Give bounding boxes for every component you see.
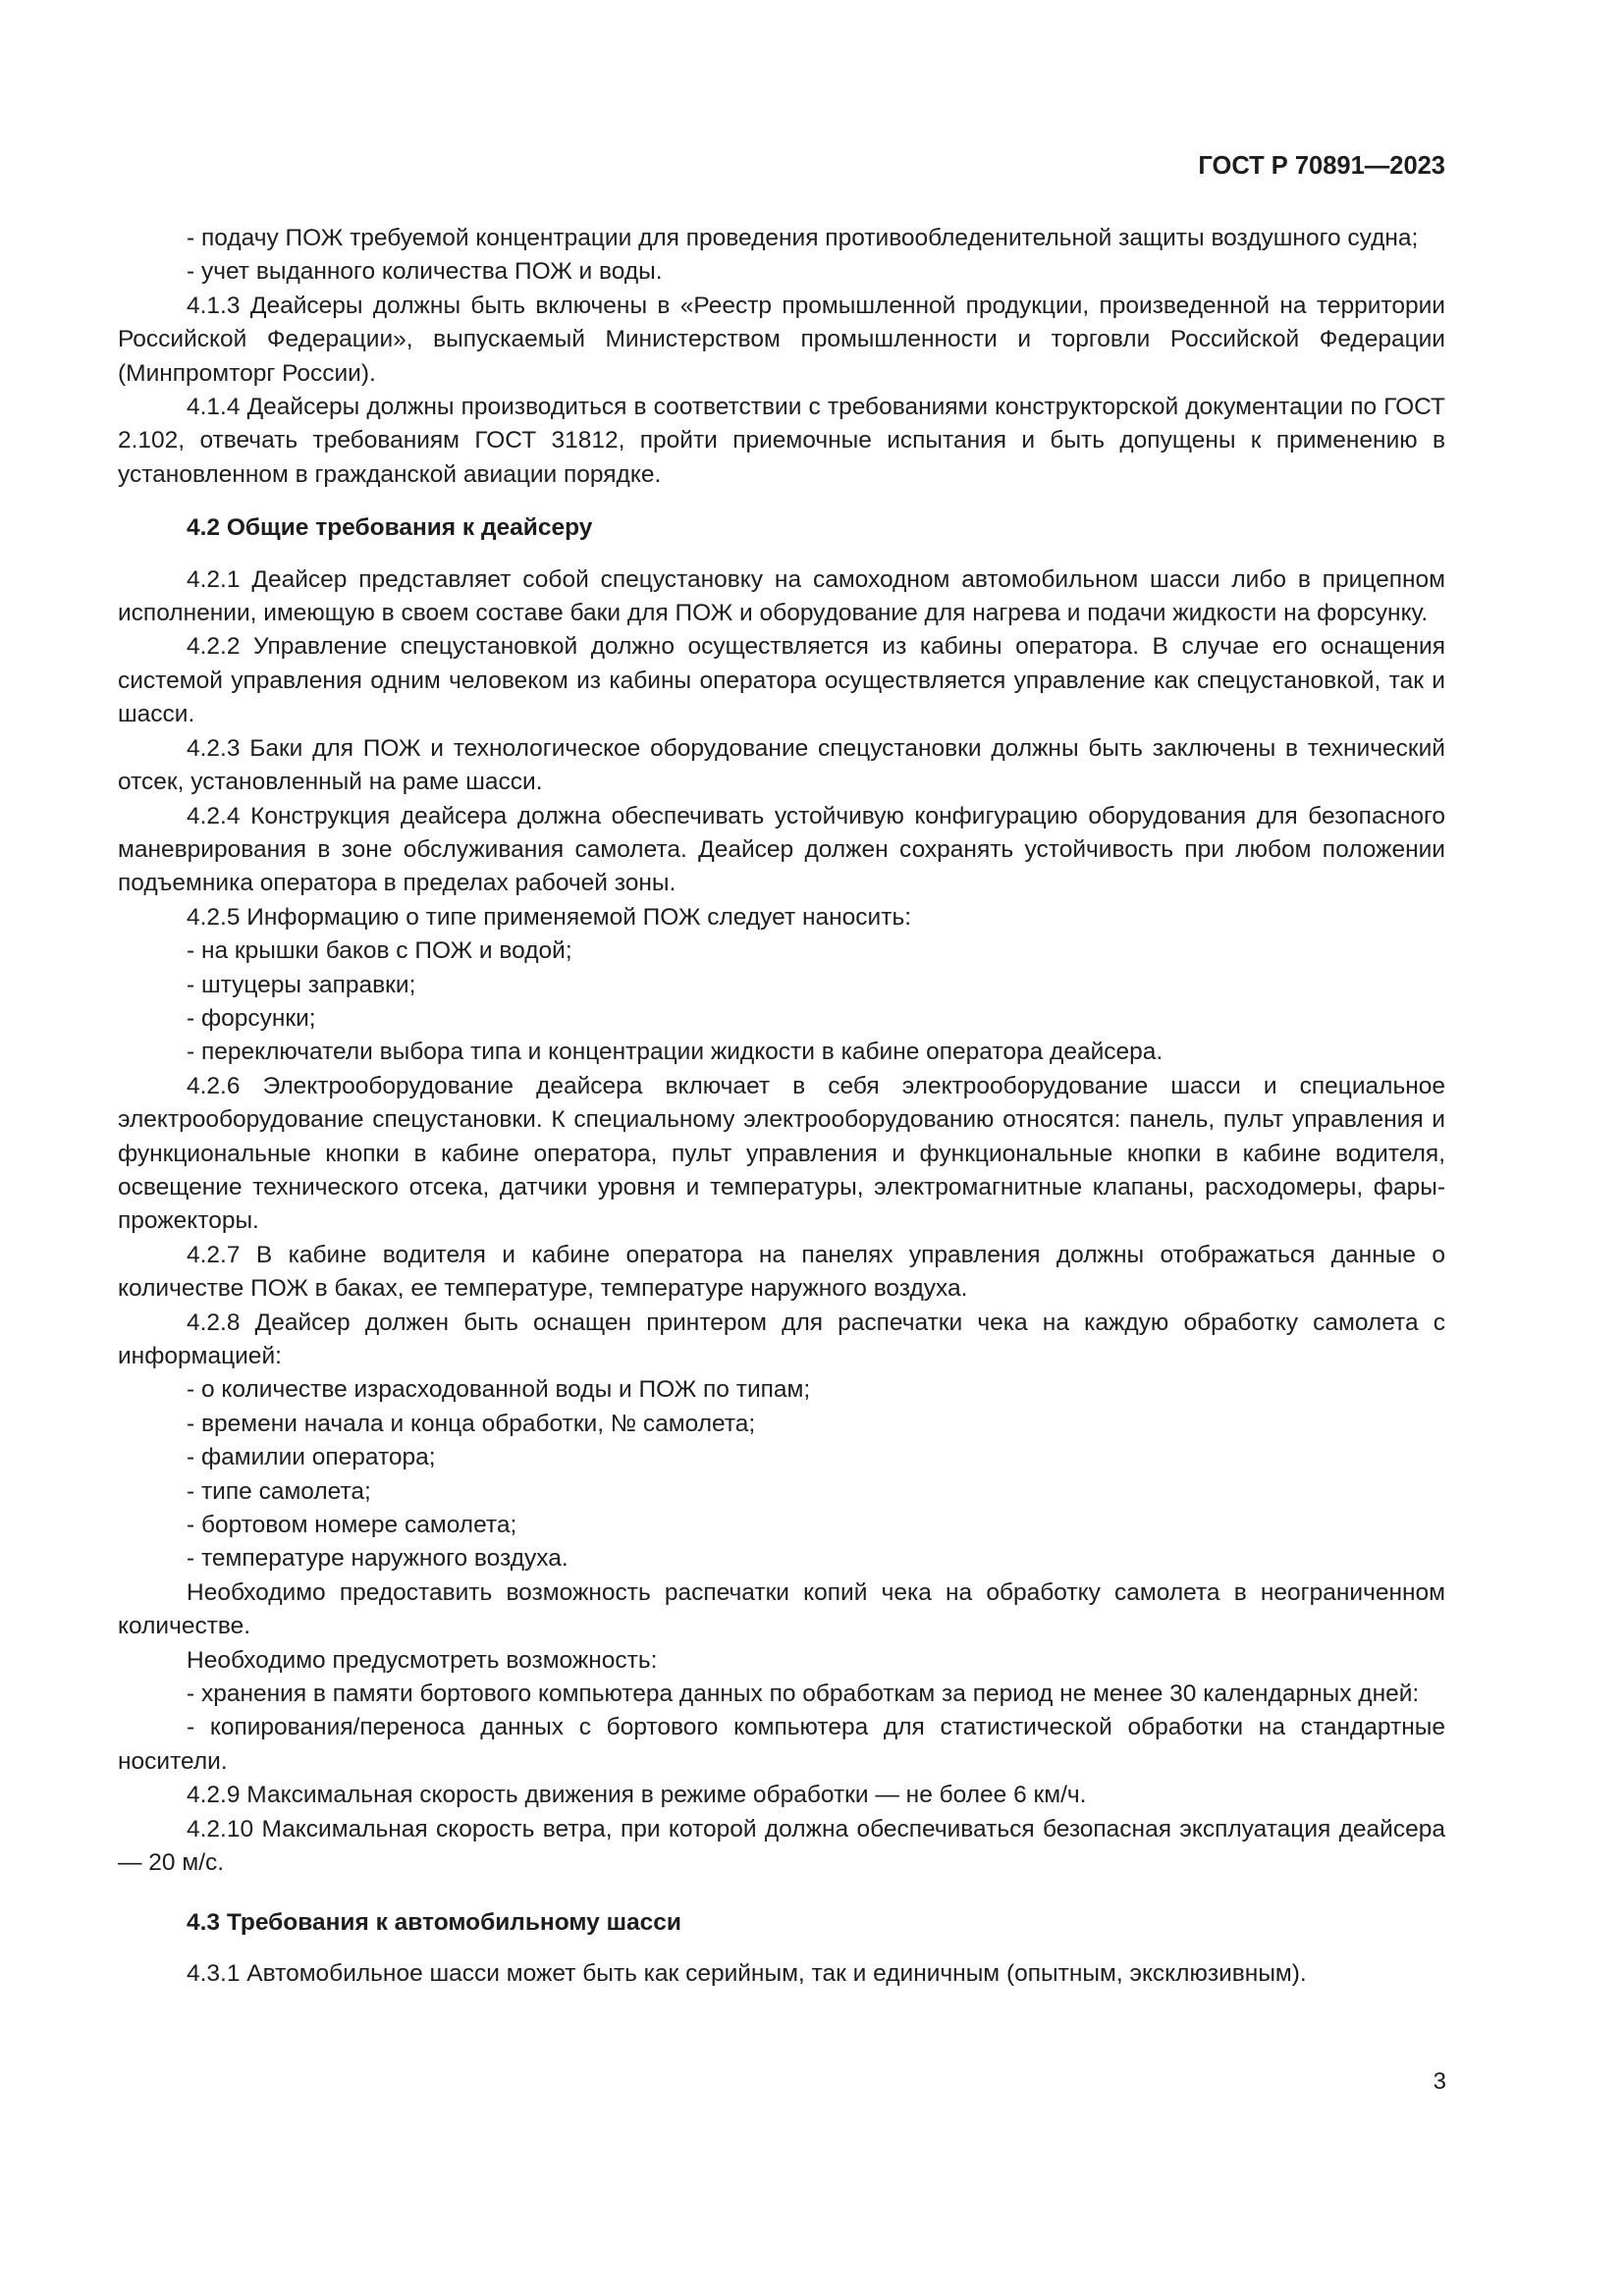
list-item: - на крышки баков с ПОЖ и водой; xyxy=(187,937,572,965)
paragraph: Необходимо предоставить возможность распечатки копий чека на обработку самолета в неограниченном количестве. xyxy=(118,1578,1445,1640)
document-id: ГОСТ Р 70891—2023 xyxy=(1198,152,1445,180)
paragraph: 4.1.3 Деайсеры должны быть включены в «Реестр промышленной продукции, произведенной на территории Российской Федерации», выпускаемый Министерством промышленности и торговли Российской Федерации (Минпромторг России). xyxy=(118,292,1445,387)
list-item: - фамилии оператора; xyxy=(187,1444,436,1471)
paragraph: 4.2.8 Деайсер должен быть оснащен принтером для распечатки чека на каждую обработку самолета с информацией: xyxy=(118,1308,1445,1369)
section-heading: 4.2 Общие требования к деайсеру xyxy=(187,514,593,542)
paragraph: 4.2.2 Управление спецустановкой должно осуществляется из кабины оператора. В случае его оснащения системой управления одним человеком из кабины оператора осуществляется управление как спецустановкой, так и шасси. xyxy=(118,633,1445,728)
list-item: - температуре наружного воздуха. xyxy=(187,1545,568,1573)
paragraph: - подачу ПОЖ требуемой концентрации для проведения противообледенительной защиты воздушного судна; xyxy=(187,225,1419,251)
list-item: - копирования/переноса данных с бортового компьютера для статистической обработки на стандартные носители. xyxy=(118,1714,1445,1775)
paragraph: 4.2.3 Баки для ПОЖ и технологическое оборудование спецустановки должны быть заключены в технический отсек, установленный на раме шасси. xyxy=(118,734,1445,796)
list-item: - штуцеры заправки; xyxy=(187,971,416,998)
list-item: - о количестве израсходованной воды и ПОЖ по типам; xyxy=(187,1376,811,1404)
page-number: 3 xyxy=(1433,2068,1446,2095)
paragraph: 4.2.10 Максимальная скорость ветра, при которой должна обеспечиваться безопасная эксплуатация деайсера — 20 м/с. xyxy=(118,1815,1445,1877)
paragraph: 4.2.1 Деайсер представляет собой спецустановку на самоходном автомобильном шасси либо в прицепном исполнении, имеющую в своем составе баки для ПОЖ и оборудование для нагрева и подачи жидкости на форсунку. xyxy=(118,565,1445,627)
list-item: - хранения в памяти бортового компьютера данных по обработкам за период не менее 30 календарных дней: xyxy=(187,1681,1420,1708)
paragraph: 4.1.4 Деайсеры должны производиться в соответствии с требованиями конструкторской документации по ГОСТ 2.102, отвечать требованиям ГОСТ 31812, пройти приемочные испытания и быть допущены к применению в установленном в гражданской авиации порядке. xyxy=(118,394,1445,488)
list-item: - типе самолета; xyxy=(187,1477,371,1505)
section-heading: 4.3 Требования к автомобильному шасси xyxy=(187,1908,681,1936)
document-body xyxy=(118,222,1445,1991)
list-item: - бортовом номере самолета; xyxy=(187,1512,517,1539)
paragraph: - учет выданного количества ПОЖ и воды. xyxy=(187,258,663,286)
list-item: - времени начала и конца обработки, № самолета; xyxy=(187,1410,756,1437)
paragraph: 4.2.4 Конструкция деайсера должна обеспечивать устойчивую конфигурацию оборудования для безопасного маневрирования в зоне обслуживания самолета. Деайсер должен сохранять устойчивость при любом положении подъемника оператора в пределах рабочей зоны. xyxy=(118,802,1445,897)
paragraph: 4.2.5 Информацию о типе применяемой ПОЖ следует наносить: xyxy=(187,903,912,931)
list-item: - переключатели выбора типа и концентрации жидкости в кабине оператора деайсера. xyxy=(187,1039,1164,1066)
paragraph: 4.3.1 Автомобильное шасси может быть как серийным, так и единичным (опытным, эксклюзивным). xyxy=(187,1959,1307,1987)
paragraph: 4.2.7 В кабине водителя и кабине оператора на панелях управления должны отображаться данные о количестве ПОЖ в баках, ее температуре, температуре наружного воздуха. xyxy=(118,1241,1445,1303)
paragraph: 4.2.6 Электрооборудование деайсера включает в себя электрооборудование шасси и специальное электрооборудование спецустановки. К специальному электрооборудованию относятся: панель, пульт управления и функциональные кнопки в кабине оператора, пульт управления и функциональные кнопки в кабине водителя, освещение технического отсека, датчики уровня и температуры, электромагнитные клапаны, расходомеры, фары-прожекторы. xyxy=(118,1072,1445,1235)
paragraph: Необходимо предусмотреть возможность: xyxy=(187,1646,658,1674)
paragraph: 4.2.9 Максимальная скорость движения в режиме обработки — не более 6 км/ч. xyxy=(187,1782,1087,1809)
list-item: - форсунки; xyxy=(187,1004,316,1032)
